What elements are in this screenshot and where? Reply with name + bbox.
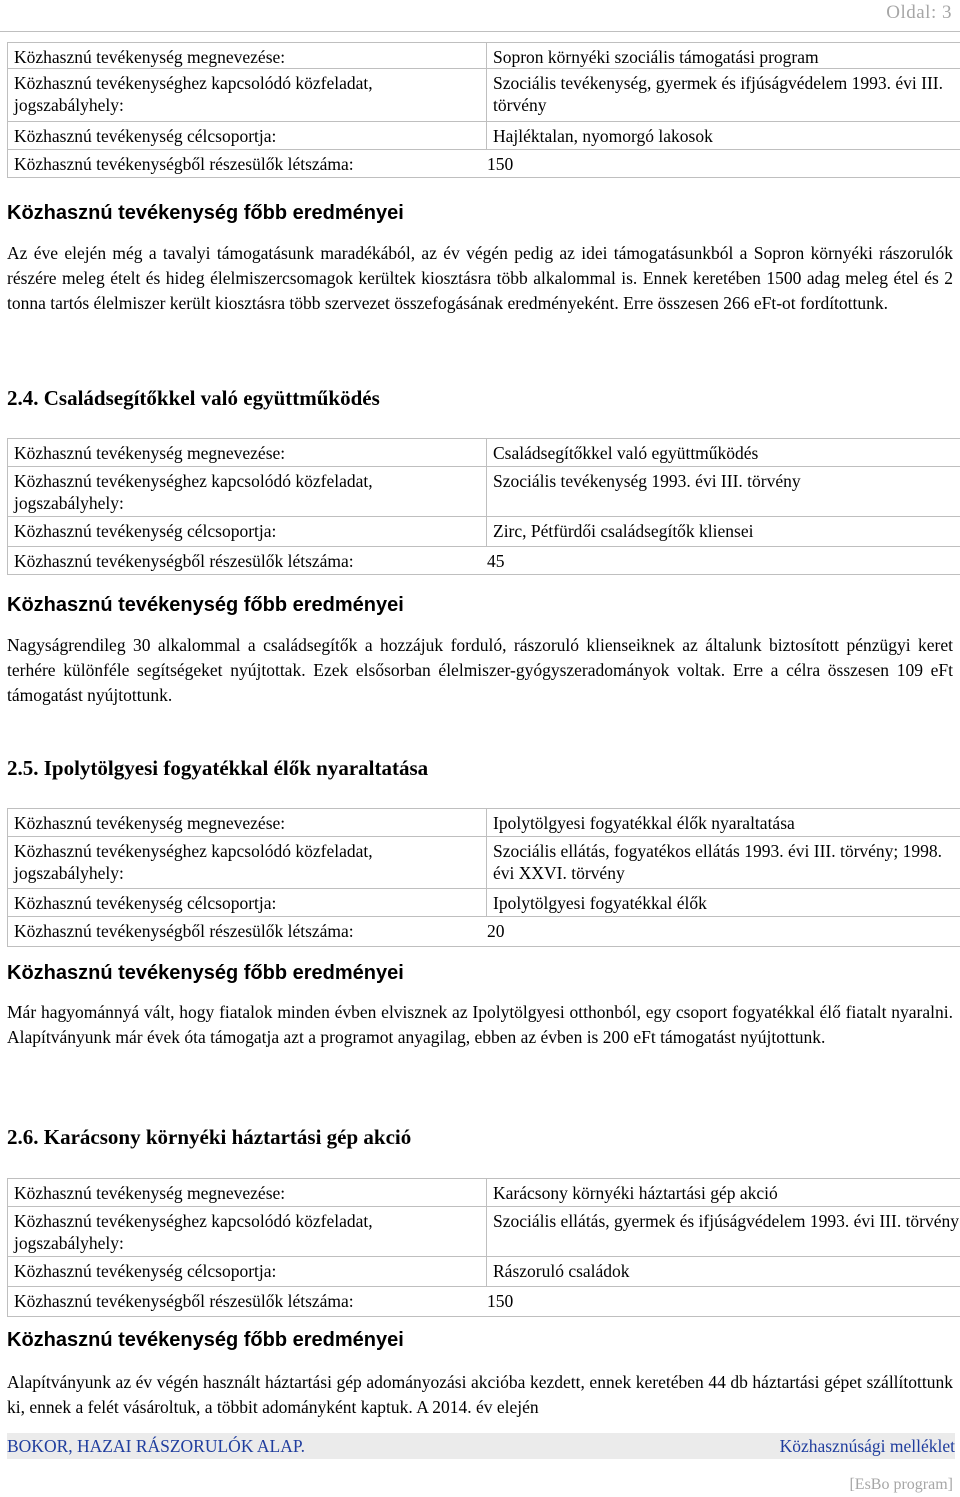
label-task: Közhasznú tevékenységhez kapcsolódó közfeladat, jogszabályhely: [8, 1207, 487, 1257]
label-task: Közhasznú tevékenységhez kapcsolódó közfeladat, jogszabályhely: [8, 837, 487, 889]
label-count: Közhasznú tevékenységből részesülők létszáma: [14, 921, 354, 941]
value-name: Sopron környéki szociális támogatási program [487, 43, 960, 69]
count-row [8, 150, 960, 178]
label-target: Közhasznú tevékenység célcsoportja: [8, 122, 487, 150]
value-name: Ipolytölgyesi fogyatékkal élők nyaraltatása [487, 809, 960, 837]
value-target: Zirc, Pétfürdői családsegítők kliensei [487, 517, 960, 547]
value-count: 45 [487, 551, 505, 571]
activity-table-3 [7, 808, 955, 947]
results-heading: Közhasznú tevékenység főbb eredményei [7, 962, 404, 984]
footer-fund-name: BOKOR, HAZAI RÁSZORULÓK ALAP. [7, 1436, 306, 1456]
results-heading: Közhasznú tevékenység főbb eredményei [7, 202, 404, 224]
label-task: Közhasznú tevékenységhez kapcsolódó közfeladat, jogszabályhely: [8, 69, 487, 122]
label-count: Közhasznú tevékenységből részesülők létszáma: [14, 154, 354, 174]
label-count: Közhasznú tevékenységből részesülők létszáma: [14, 1291, 354, 1311]
value-task: Szociális ellátás, fogyatékos ellátás 1993. évi III. törvény; 1998. évi XXVI. törvény [487, 837, 960, 889]
activity-table-1 [7, 42, 955, 178]
value-task: Szociális ellátás, gyermek és ifjúságvédelem 1993. évi III. törvény [487, 1207, 960, 1257]
section-title: 2.6. Karácsony környéki háztartási gép akció [7, 1125, 412, 1149]
header-divider [0, 31, 960, 32]
label-name: Közhasznú tevékenység megnevezése: [8, 1179, 487, 1207]
value-count: 150 [487, 154, 514, 174]
footer-bar [7, 1433, 955, 1459]
value-target: Ipolytölgyesi fogyatékkal élők [487, 889, 960, 917]
label-target: Közhasznú tevékenység célcsoportja: [8, 1257, 487, 1287]
label-task: Közhasznú tevékenységhez kapcsolódó közfeladat, jogszabályhely: [8, 467, 487, 517]
count-row [8, 917, 960, 947]
value-count: 150 [487, 1291, 514, 1311]
results-text: Már hagyománnyá vált, hogy fiatalok minden évben elvisznek az Ipolytölgyesi otthonból, egy csoport fogyatékkal élő fiatalt nyaralni. Alapítványunk már évek óta támogatja azt a programot anyagilag, ebben az évben is 200 eFt támogatást nyújtottunk. [7, 1002, 953, 1047]
value-count: 20 [487, 921, 505, 941]
section-title: 2.5. Ipolytölgyesi fogyatékkal élők nyaraltatása [7, 756, 429, 780]
label-name: Közhasznú tevékenység megnevezése: [8, 439, 487, 467]
value-task: Szociális tevékenység, gyermek és ifjúságvédelem 1993. évi III. törvény [487, 69, 960, 122]
footer-program-note: [EsBo program] [849, 1476, 953, 1493]
results-text: Nagyságrendileg 30 alkalommal a családsegítők a hozzájuk forduló, rászoruló klienseiknek az általunk biztosított pénzügyi keret terhére különféle segítségeket nyújtottak. Ezek elsősorban élelmiszer-gyógyszeradományok voltak. Erre a célra összesen 109 eFt támogatást nyújtottunk. [7, 635, 953, 705]
results-text: Az éve elején még a tavalyi támogatásunk maradékából, az év végén pedig az idei támogatásunkból a Sopron környéki rászorulók részére meleg ételt és hideg élelmiszercsomagok kerültek kiosztásra több alkalommal is. Ennek keretében 1500 adag meleg étel és 2 tonna tartós élelmiszer került kiosztásra több szervezet összefogásának eredményeként. Erre összesen 266 eFt-ot fordítottunk. [7, 243, 953, 313]
label-target: Közhasznú tevékenység célcsoportja: [8, 889, 487, 917]
results-heading: Közhasznú tevékenység főbb eredményei [7, 1329, 404, 1351]
activity-table-4 [7, 1178, 960, 1317]
results-text: Alapítványunk az év végén használt háztartási gép adományozási akcióba kezdett, ennek keretében 44 db háztartási gépet szállítottunk ki, ennek a felét vásároltuk, a többit adományként kaptuk. A 2014. év elején [7, 1372, 953, 1417]
count-row [8, 547, 960, 575]
label-count: Közhasznú tevékenységből részesülők létszáma: [14, 551, 354, 571]
label-target: Közhasznú tevékenység célcsoportja: [8, 517, 487, 547]
value-target: Rászoruló családok [487, 1257, 960, 1287]
label-name: Közhasznú tevékenység megnevezése: [8, 43, 487, 69]
value-target: Hajléktalan, nyomorgó lakosok [487, 122, 960, 150]
value-name: Karácsony környéki háztartási gép akció [487, 1179, 960, 1207]
count-row [8, 1287, 960, 1317]
value-name: Családsegítőkkel való együttműködés [487, 439, 960, 467]
activity-table-2 [7, 438, 955, 575]
page-number: Oldal: 3 [886, 2, 952, 23]
label-name: Közhasznú tevékenység megnevezése: [8, 809, 487, 837]
results-heading: Közhasznú tevékenység főbb eredményei [7, 594, 404, 616]
value-task: Szociális tevékenység 1993. évi III. törvény [487, 467, 960, 517]
footer-doc-type: Közhasznúsági melléklet [779, 1436, 955, 1456]
section-title: 2.4. Családsegítőkkel való együttműködés [7, 386, 380, 410]
